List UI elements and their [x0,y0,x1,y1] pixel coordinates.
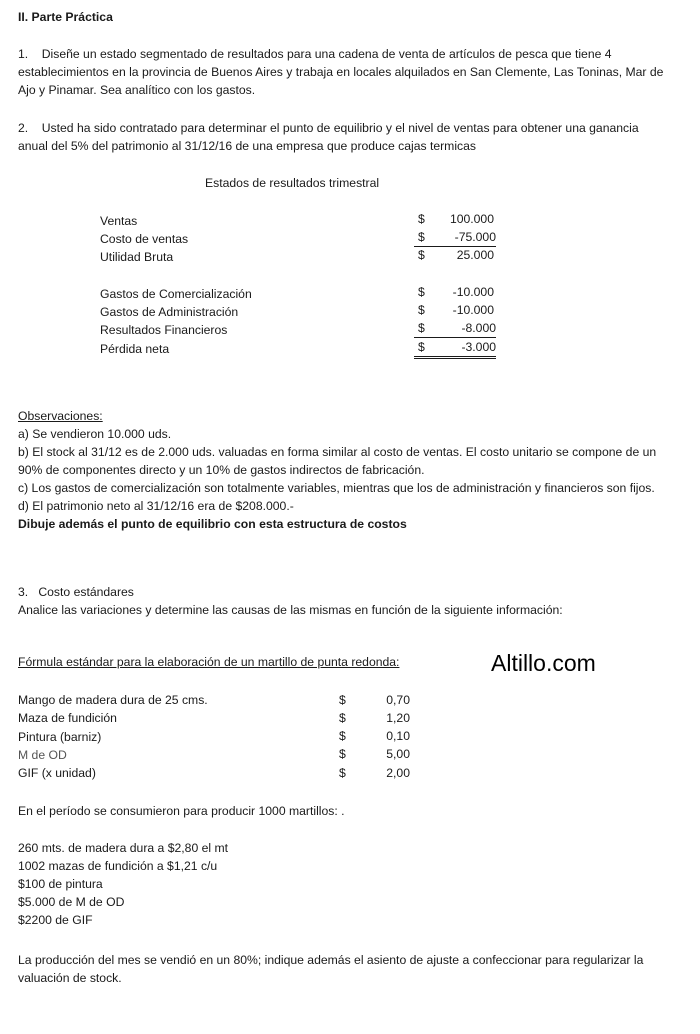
question-1-number: 1. [18,47,29,61]
table-row-value: -75.000 [414,228,496,247]
observation-item: d) El patrimonio neto al 31/12/16 era de $208.000.- [18,499,294,513]
consumption-item: 1002 mazas de fundición a $1,21 c/u [18,859,218,873]
table-row-currency: $ [418,285,425,299]
formula-item-currency: $ [339,711,346,725]
table-row-currency: $ [418,248,425,262]
table-row-label: Ventas [100,214,138,228]
table-row-currency: $ [418,340,425,354]
formula-item-value: 2,00 [386,766,410,780]
question-2-text: Usted ha sido contratado para determinar el punto de equilibrio y el nivel de ventas para obtener una ganancia anual del 5% del patrimonio al 31/12/16 de una empresa que produce cajas termicas [18,121,639,153]
table-row-value: -10.000 [452,285,494,299]
table-row-value: -3.000 [414,338,496,359]
question-3-number: 3. [18,585,29,599]
formula-item-currency: $ [339,766,346,780]
formula-item-currency: $ [339,747,346,761]
consumption-item: $2200 de GIF [18,913,93,927]
table-row-label: Gastos de Comercialización [100,287,252,301]
table-row-currency: $ [418,303,425,317]
table-row-value: -10.000 [452,303,494,317]
observations-title: Observaciones: [18,409,103,423]
formula-item-label: M de OD [18,748,67,762]
observation-item: c) Los gastos de comercialización son totalmente variables, mientras que los de administración y financieros son fijos. [18,481,655,495]
consumption-list [18,839,668,929]
formula-item-currency: $ [339,729,346,743]
observation-item: b) El stock al 31/12 es de 2.000 uds. valuadas en forma similar al costo de ventas. El costo unitario se compone de un 90% de componentes directo y un 10% de gastos indirectos de fabricación. [18,445,657,477]
table-row-label: Costo de ventas [100,232,189,246]
section-heading: II. Parte Práctica [18,10,113,24]
question-3 [18,583,668,619]
table-row-label: Pérdida neta [100,342,170,356]
table-row-currency: $ [418,212,425,226]
formula-item-value: 0,10 [386,729,410,743]
question-3-title: Costo estándares [38,585,134,599]
observation-item: a) Se vendieron 10.000 uds. [18,427,172,441]
table-row-value: 25.000 [456,248,494,262]
question-1-text: Diseñe un estado segmentado de resultados para una cadena de venta de artículos de pesca que tiene 4 establecimientos en la provincia de Buenos Aires y trabaja en locales alquilados en San Clemente, Las Toninas, Mar de Ajo y Pinamar. Sea analítico con los gastos. [18,47,664,97]
brand-watermark: Altillo.com [491,650,596,676]
formula-item-label: Pintura (barniz) [18,730,102,744]
table-row-value: 100.000 [449,212,494,226]
question-1 [18,45,668,99]
formula-item-label: Maza de fundición [18,711,117,725]
formula-item-value: 0,70 [386,693,410,707]
question-2 [18,119,668,155]
formula-item-label: GIF (x unidad) [18,766,96,780]
table-row-label: Utilidad Bruta [100,250,174,264]
consumption-item: $100 de pintura [18,877,103,891]
question-2-number: 2. [18,121,29,135]
formula-item-value: 1,20 [386,711,410,725]
table-row-currency: $ [418,230,425,244]
closing-instruction: La producción del mes se vendió en un 80%; indique además el asiento de ajuste a confeccionar para regularizar la valuación de stock. [18,953,644,985]
table-row-label: Resultados Financieros [100,323,228,337]
period-text: En el período se consumieron para producir 1000 martillos: . [18,804,345,818]
table-row-label: Gastos de Administración [100,305,239,319]
formula-item-label: Mango de madera dura de 25 cms. [18,693,208,707]
income-statement-title: Estados de resultados trimestral [205,176,380,190]
table-row-currency: $ [418,321,425,335]
formula-item-value: 5,00 [386,747,410,761]
observations [18,407,668,533]
formula-item-currency: $ [339,693,346,707]
observation-instruction: Dibuje además el punto de equilibrio con esta estructura de costos [18,517,407,531]
table-row-value: -8.000 [414,319,496,338]
consumption-item: 260 mts. de madera dura a $2,80 el mt [18,841,229,855]
consumption-item: $5.000 de M de OD [18,895,125,909]
formula-title: Fórmula estándar para la elaboración de un martillo de punta redonda: [18,655,400,669]
question-3-intro: Analice las variaciones y determine las causas de las mismas en función de la siguiente información: [18,603,563,617]
